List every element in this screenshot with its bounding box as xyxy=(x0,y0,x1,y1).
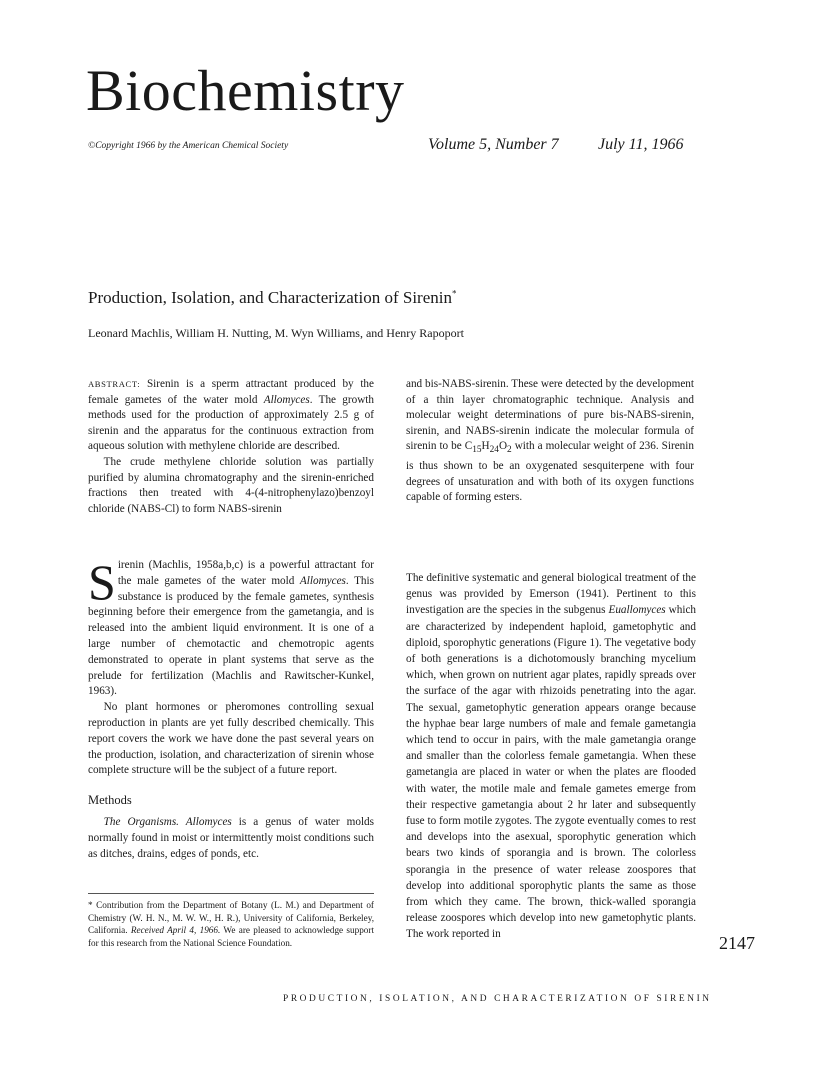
body-text: The definitive systematic and general biological treatment of the genus was provided by Emerson (1941). Pertinent to this investigation are the species in the subgenus xyxy=(406,572,696,617)
running-footer: PRODUCTION, ISOLATION, AND CHARACTERIZATION OF SIRENIN xyxy=(283,994,712,1004)
body-left-column xyxy=(88,554,374,862)
footnote-divider xyxy=(88,893,374,894)
copyright-notice: ©Copyright 1966 by the American Chemical Society xyxy=(88,141,289,151)
formula-subscript: 24 xyxy=(489,445,499,456)
abstract-paragraph-3 xyxy=(406,377,694,506)
article-title xyxy=(88,288,457,308)
abstract-text: and bis-NABS-sirenin. These were detected by the development of a thin layer chromatographic technique. Analysis and molecular weight determinations of pure bis-NABS-sirenin, sirenin, and NABS-sirenin indicate the molecular formula of sirenin to be C xyxy=(406,378,694,453)
abstract-text: . The growth methods used for the production of approximately 2.5 g of sirenin and the apparatus for the continuous extraction from aqueous solution with methylene chloride are described. xyxy=(88,393,375,453)
body-text: is a genus of water molds normally found in moist or intermittently moist conditions such as ditches, drains, edges of ponds, etc. xyxy=(88,815,374,860)
footnote-text: We are pleased to acknowledge support for this research from the National Science Foundation. xyxy=(88,925,374,948)
section-heading-methods: Methods xyxy=(88,793,132,808)
subgenus-name: Euallomyces xyxy=(608,604,666,617)
intro-paragraph-1 xyxy=(88,554,374,700)
organisms-paragraph xyxy=(406,570,696,943)
abstract-text: with a molecular weight of 236. Sirenin is thus shown to be an oxygenated sesquiterpene with four degrees of unsaturation and with both of its oxygen functions capable of forming esters. xyxy=(406,440,694,504)
abstract-text: H xyxy=(481,440,490,453)
genus-name: Allomyces xyxy=(299,574,346,587)
journal-title: Biochemistry xyxy=(86,58,405,123)
subsection-heading: The Organisms. Allomyces xyxy=(103,815,232,828)
formula-subscript: 15 xyxy=(472,445,482,456)
volume-number: Volume 5, Number 7 xyxy=(428,136,559,153)
genus-name: Allomyces xyxy=(263,393,310,406)
received-date: Received April 4, 1966. xyxy=(130,925,221,936)
drop-cap: S xyxy=(88,554,116,610)
abstract-paragraph-2: The crude methylene chloride solution was partially purified by alumina chromatography and the sirenin-enriched fractions then treated with 4-(4-nitrophenylazo)benzoyl chloride (NABS-Cl) to form NABS-sirenin xyxy=(88,455,374,515)
abstract-paragraph-1 xyxy=(88,377,374,455)
article-title-text: Production, Isolation, and Characterization of Sirenin xyxy=(88,288,452,307)
abstract-text: Sirenin is a sperm attractant produced by the female gametes of the water mold xyxy=(88,378,374,406)
body-text: irenin (Machlis, 1958a,b,c) is a powerful attractant for the male gametes of the water mold xyxy=(117,559,374,587)
body-text: which are characterized by independent haploid, gametophytic and diploid, sporophytic generations (Figure 1). The vegetative body of both generations is a dichotomously branching mycelium which, when grown on nutrient agar plates, rapidly spreads over the surface of the agar with rhizoids penetrating into the agar. The sexual, gametophytic generation appears orange because the hyphae bear large numbers of male and female gametangia which tend to occur in pairs, with the male gametangia orange and smaller than the colorless female gametangia. When these gametangia are placed in water or when the plates are flooded with water, the motile male and female gametes emerge from their respective gametangia about 2 hr later and subsequently fuse to form motile zygotes. The zygote eventually comes to rest and develops into the asexual, sporophytic generation which bears two kinds of sporangia and is brown. The colorless sporangia in the presence of water release zoospores that develop into additional sporophytic plants the same as those from which they came. The brown, thick-walled sporangia release zoospores which develop into new gametophytic plants. The work reported in xyxy=(406,604,697,941)
intro-paragraph-2: No plant hormones or pheromones controlling sexual reproduction in plants are yet fully described chemically. This report covers the work we have done the past several years on the production, isolation, and characterization of sirenin whose complete structure will be the subject of a future report. xyxy=(88,701,374,777)
formula-subscript: 2 xyxy=(507,445,512,456)
body-text: . This substance is produced by the female gametes, synthesis beginning before their emergence from the gametangia, and is released into the ambient liquid environment. It is one of a large number of chemotactic and chemotropic agents demonstrated to operate in plant systems that serve as the prelude for fertilization (Machlis and Rawitscher-Kunkel, 1963). xyxy=(88,574,374,698)
footnote-text: * Contribution from the Department of Botany (L. M.) and Department of Chemistry (W. H. N., M. W. W., H. R.), University of California, Berkeley, California. xyxy=(88,900,374,936)
abstract-label: ABSTRACT: xyxy=(88,379,141,389)
methods-paragraph-1 xyxy=(88,815,374,862)
abstract-left-column xyxy=(88,377,374,517)
body-right-column xyxy=(406,570,696,943)
issue-date: July 11, 1966 xyxy=(598,136,684,153)
abstract-right-column xyxy=(406,377,694,506)
title-footnote-marker: * xyxy=(452,288,457,299)
abstract-text: O xyxy=(498,440,508,453)
author-list: Leonard Machlis, William H. Nutting, M. Wyn Williams, and Henry Rapoport xyxy=(88,326,464,340)
page-number: 2147 xyxy=(719,933,755,953)
footnote xyxy=(88,899,374,949)
